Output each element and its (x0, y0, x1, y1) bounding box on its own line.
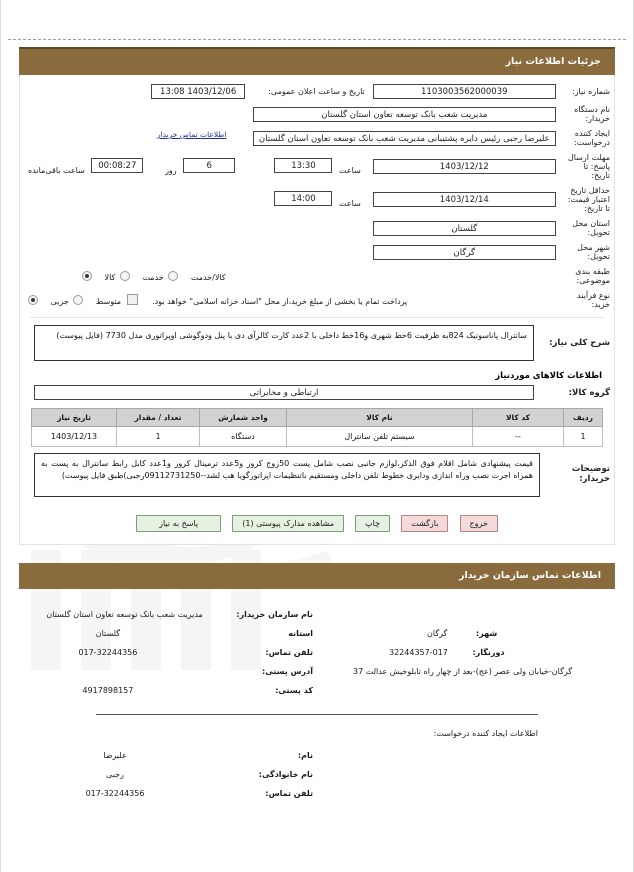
summary-block (20, 321, 614, 365)
label-requester-lastname: نام خانوادگی: (258, 770, 313, 779)
label-contact-address: آدرس پستی: (262, 667, 313, 676)
respond-to-need-button[interactable]: پاسخ به نیاز (136, 515, 221, 532)
cell-row-number: 1 (564, 427, 603, 447)
contact-section-wrap (1, 563, 633, 589)
radio-option-kala-khadmat[interactable] (164, 273, 226, 282)
radio-icon-jozi[interactable] (28, 295, 38, 305)
field-delivery-city: گرگان (373, 245, 556, 260)
buyer-contact-link[interactable]: اطلاعات تماس خریدار (156, 130, 227, 139)
label-buyer-notes: توضیحات خریدار: (571, 464, 610, 484)
row-contact-org (1, 605, 633, 624)
exit-button[interactable]: خروج (460, 515, 498, 532)
col-row-number: ردیف (564, 409, 603, 427)
label-delivery-city: شهر محل تحویل: (577, 243, 610, 261)
label-buyer-org: نام دستگاه خریدار: (574, 105, 610, 123)
requester-section-title: اطلاعات ایجاد کننده درخواست: (433, 729, 538, 738)
field-announce-datetime: 1403/12/06 13:08 (151, 84, 245, 99)
goods-group-block (20, 383, 614, 404)
value-requester-firstname: علیرضا (103, 751, 127, 760)
field-creator: علیرضا رجبی رئیس دایره پشتیبانی مدیریت شعب بانک توسعه تعاون استان گلستان (253, 131, 556, 146)
need-details-form (20, 81, 614, 312)
field-need-number: 1103003562000039 (373, 84, 556, 99)
radio-icon-khadmat[interactable] (120, 271, 130, 281)
radio-label-motavasset: متوسط (95, 297, 122, 306)
goods-section-title: اطلاعات کالاهای موردنیاز (495, 371, 602, 381)
buyer-notes-block (20, 447, 614, 501)
row-delivery-province (20, 216, 614, 240)
value-contact-postal: 4917898157 (82, 686, 134, 695)
radio-label-kala-khadmat: کالا/خدمت (190, 272, 226, 282)
radio-option-jozi[interactable] (26, 297, 69, 306)
row-requester-lastname (1, 765, 633, 784)
label-validity-hour: ساعت (339, 199, 361, 208)
label-contact-postal: کد پستی: (275, 686, 313, 695)
field-countdown: 00:08:27 (91, 158, 143, 173)
radio-option-motavasset[interactable] (69, 297, 121, 306)
label-contact-city: شهر: (475, 629, 498, 638)
need-details-panel (19, 75, 615, 545)
label-deadline: مهلت ارسال پاسخ: تا تاریخ: (567, 153, 610, 180)
row-contact-address (1, 662, 633, 681)
col-need-date: تاریخ نیاز (32, 409, 117, 427)
radio-option-khadmat[interactable] (115, 273, 163, 282)
value-contact-province: گلستان (95, 629, 121, 638)
row-contact-phone-fax (1, 643, 633, 662)
label-contact-org: نام سازمان خریدار: (236, 610, 313, 619)
field-delivery-province: گلستان (373, 221, 556, 236)
field-validity-hour: 14:00 (274, 191, 332, 206)
col-item-code: کد کالا (473, 409, 564, 427)
value-contact-org: مدیریت شعب بانک توسعه تعاون استان گلستان (46, 610, 203, 619)
back-button[interactable]: بازگشت (401, 515, 448, 532)
field-deadline-hour: 13:30 (274, 158, 332, 173)
goods-table (31, 408, 603, 447)
radio-label-kala: کالا (104, 272, 116, 282)
view-attachments-button[interactable]: مشاهده مدارک پیوستی (1) (232, 515, 344, 532)
row-contact-postal (1, 681, 633, 700)
cell-item-name: سیستم تلفن سانترال (287, 427, 473, 447)
section-header-contact (19, 563, 615, 589)
cell-quantity: 1 (117, 427, 200, 447)
radio-icon-motavasset[interactable] (73, 295, 83, 305)
col-item-name: نام کالا (287, 409, 473, 427)
radio-label-khadmat: خدمت (142, 272, 164, 282)
cell-unit: دستگاه (200, 427, 287, 447)
label-purchase-type: نوع فرآیند خرید: (577, 291, 610, 309)
radio-label-jozi: جزیی (50, 297, 69, 306)
label-days-unit: روز (165, 166, 177, 175)
label-creator: ایجاد کننده درخواست: (574, 129, 610, 147)
action-button-bar (20, 501, 614, 544)
row-requester-firstname (1, 746, 633, 765)
requester-info-table (1, 746, 633, 803)
row-requester-phone (1, 784, 633, 803)
row-validity (20, 183, 614, 216)
row-summary (20, 321, 614, 365)
print-button[interactable]: چاپ (355, 515, 390, 532)
checkbox-label-treasury-bonds: پرداخت تمام یا بخشی از مبلغ خرید،از محل "اسناد خزانه اسلامی" خواهد بود. (152, 297, 408, 306)
row-goods-group (20, 383, 614, 404)
label-summary: شرح کلی نیاز: (549, 338, 610, 348)
row-classification (20, 264, 614, 288)
cell-item-code: -- (473, 427, 564, 447)
value-contact-fax: 017-32244357 (389, 648, 448, 657)
radio-option-kala[interactable] (80, 273, 115, 282)
value-contact-city: گرگان (427, 629, 448, 638)
field-days-remaining: 6 (183, 158, 235, 173)
label-requester-phone: تلفن تماس: (265, 789, 313, 798)
goods-table-body (32, 427, 603, 447)
row-buyer-org (20, 102, 614, 126)
label-countdown-unit: ساعت باقی‌مانده (28, 166, 85, 175)
checkbox-icon-treasury-bonds[interactable] (127, 294, 138, 305)
col-unit: واحد شمارش (200, 409, 287, 427)
row-creator (20, 126, 614, 150)
label-validity: حداقل تاریخ اعتبار قیمت: تا تاریخ: (567, 186, 610, 213)
field-summary-text: سانترال پاناسونیک 824به ظرفیت 6خط شهری و16خط داخلی با 2عدد کارت کالرآی دی با پنل ودوگوشی اوپراتوری مدل 7730 (فایل پیوست) (34, 325, 534, 361)
label-goods-group: گروه کالا: (568, 388, 610, 398)
label-need-number: شماره نیاز: (572, 87, 610, 96)
field-goods-group: ارتباطی و مخابراتی (34, 385, 534, 400)
goods-header-row (32, 409, 603, 427)
field-validity-date: 1403/12/14 (373, 192, 556, 207)
radio-icon-kala-khadmat[interactable] (168, 271, 178, 281)
field-buyer-notes-text: قیمت پیشنهادی شامل اقلام فوق الذکر،لوازم جانبی نصب شامل پست 50زوج کروز و5عدد ترمینال کروز و1عدد کابل رابط سانترال به پست به همراه اجرت نصب وراه اندازی ودایری خطوط تلفن داخلی ومستقیم باتنظیمات اپراتورگویا هب لشد--09112731250رجبی)طبق فایل پیوست) (34, 453, 540, 497)
value-contact-address: گرگان-خیابان ولی عصر (عج)-بعد از چهار راه تابلوخیش عدالت 37 (353, 667, 573, 676)
row-purchase-type (20, 288, 614, 312)
label-classification: طبقه بندی موضوعی: (575, 267, 610, 285)
value-contact-phone: 017-32244356 (78, 648, 138, 657)
label-announce-datetime: تاریخ و ساعت اعلان عمومی: (268, 87, 365, 96)
row-contact-province-city (1, 624, 633, 643)
section-title-text: جزئیات اطلاعات نیاز (505, 56, 601, 67)
label-requester-firstname: نام: (297, 751, 313, 760)
radio-icon-kala[interactable] (82, 271, 92, 281)
label-contact-phone: تلفن تماس: (265, 648, 313, 657)
row-delivery-city (20, 240, 614, 264)
row-deadline (20, 150, 614, 183)
field-deadline-date: 1403/12/12 (373, 159, 556, 174)
value-requester-lastname: رجبی (106, 770, 124, 779)
label-contact-fax: دورنگار: (472, 648, 505, 657)
label-contact-province: استانه (288, 629, 313, 638)
table-row (32, 427, 603, 447)
row-need-number (20, 81, 614, 102)
contact-info-table (1, 605, 633, 700)
goods-table-head (32, 409, 603, 427)
field-buyer-org: مدیریت شعب بانک توسعه تعاون استان گلستان (253, 107, 556, 122)
section-header-need-details (19, 47, 615, 75)
cell-need-date: 1403/12/13 (32, 427, 117, 447)
row-buyer-notes (20, 447, 614, 501)
value-requester-phone: 017-32244356 (85, 789, 145, 798)
label-delivery-province: استان محل تحویل: (572, 219, 610, 237)
label-deadline-hour: ساعت (339, 166, 361, 175)
divider-above-summary (30, 317, 604, 318)
contact-section-title-text: اطلاعات تماس سازمان خریدار (458, 570, 601, 581)
col-quantity: تعداد / مقدار (117, 409, 200, 427)
